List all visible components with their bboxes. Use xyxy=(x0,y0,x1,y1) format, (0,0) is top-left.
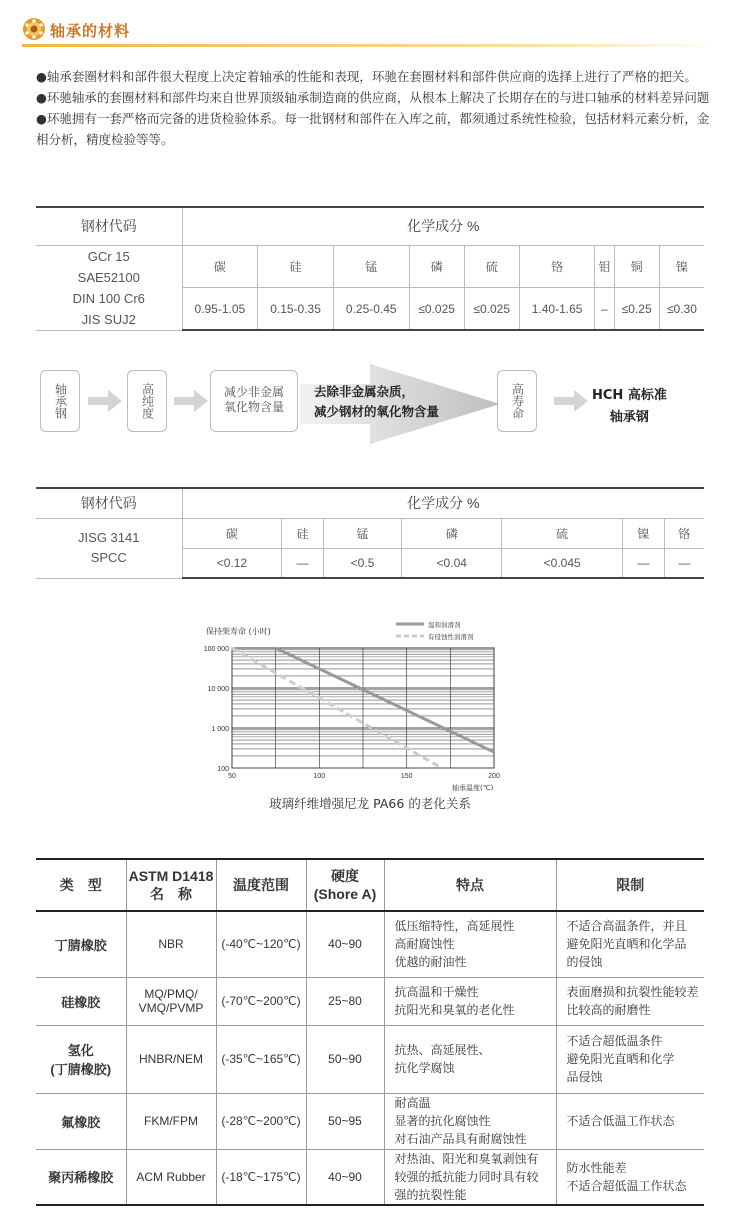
features-line: 对热油、阳光和臭氧剥蚀有 xyxy=(394,1151,539,1166)
features-line: 高耐腐蚀性 xyxy=(394,937,455,952)
x-axis-label: 轴承温度(℃) xyxy=(452,784,494,792)
features xyxy=(384,977,556,1025)
element-value: — xyxy=(623,548,664,578)
astm-name xyxy=(126,977,216,1025)
features-line: 优越的耐油性 xyxy=(394,955,467,970)
temp-range-line: (-18℃~175℃) xyxy=(221,1169,301,1184)
rubber-type xyxy=(36,1093,126,1149)
astm-name-line: FKM/FPM xyxy=(144,1114,198,1128)
composition-header: 化学成分 % xyxy=(182,207,704,245)
temp-range-line: (-70℃~200℃) xyxy=(221,994,301,1008)
astm-name-line: VMQ/PVMP xyxy=(138,1001,204,1015)
flow-step-reduce-oxides xyxy=(210,370,298,432)
hardness-line: 50~95 xyxy=(328,1114,362,1128)
limits-line: 避免阳光直晒和化学 xyxy=(566,1052,675,1066)
element-value: <0.045 xyxy=(502,548,623,578)
header-line: 名 称 xyxy=(150,886,192,902)
element-header: 硅 xyxy=(258,245,334,288)
element-value: <0.12 xyxy=(182,548,282,578)
limits-line: 防水性能差 xyxy=(566,1160,627,1175)
steel-codes-cell xyxy=(36,245,182,330)
arrow-right-icon xyxy=(174,390,208,412)
features xyxy=(384,1093,556,1149)
flow-step-label: 轴承钢 xyxy=(53,383,68,419)
element-header: 镍 xyxy=(659,245,704,288)
element-value: <0.04 xyxy=(402,548,502,578)
features-line: 较强的抵抗能力同时具有较 xyxy=(394,1169,539,1184)
limits xyxy=(556,1149,704,1205)
element-value: ≤0.30 xyxy=(659,288,704,331)
flow-step-label: 减少非金属 xyxy=(223,385,284,399)
element-value: ≤0.025 xyxy=(409,288,464,331)
header-line: (Shore A) xyxy=(313,886,377,902)
limits-line: 不适合超低温工作状态 xyxy=(566,1178,687,1193)
x-tick-label: 200 xyxy=(488,773,500,780)
composition-header: 化学成分 % xyxy=(182,488,704,518)
element-header: 硫 xyxy=(464,245,519,288)
temp-range xyxy=(216,977,306,1025)
features-line: 抗化学腐蚀 xyxy=(394,1061,455,1075)
temp-range xyxy=(216,1025,306,1093)
steel-code: JIS SUJ2 xyxy=(81,311,136,327)
y-tick-label: 100 000 xyxy=(203,646,229,653)
col-header-hardness xyxy=(306,859,384,911)
rubber-type xyxy=(36,911,126,977)
rubber-type-line: 氟橡胶 xyxy=(61,1114,101,1130)
element-header: 镍 xyxy=(623,518,664,548)
features xyxy=(384,1149,556,1205)
rubber-type-line: 氢化 xyxy=(67,1043,94,1058)
arrow-right-icon xyxy=(554,390,588,412)
code-header: 钢材代码 xyxy=(36,488,182,518)
temp-range xyxy=(216,1149,306,1205)
bearing-logo-icon xyxy=(22,16,48,42)
rubber-type-line: (丁腈橡胶) xyxy=(50,1062,112,1077)
rubber-type-line: 丁腈橡胶 xyxy=(54,937,107,953)
header-underline xyxy=(22,44,722,47)
element-header: 铜 xyxy=(614,245,659,288)
bearing-steel-composition-table xyxy=(36,206,704,331)
header-line: 硬度 xyxy=(331,868,359,884)
element-header: 磷 xyxy=(402,518,502,548)
flow-result-text: HCH 高标准 xyxy=(592,388,667,403)
y-tick-label: 10 000 xyxy=(207,686,229,693)
features-line: 抗阳光和臭氧的老化性 xyxy=(394,1003,515,1017)
col-header-limits: 限制 xyxy=(556,859,704,911)
flow-result xyxy=(592,385,667,429)
steel-code: GCr 15 xyxy=(87,248,130,264)
flow-step-bearing-steel xyxy=(40,370,80,432)
y-tick-label: 100 xyxy=(217,766,229,773)
limits xyxy=(556,1093,704,1149)
astm-name-line: MQ/PMQ/ xyxy=(144,987,198,1001)
astm-name xyxy=(126,911,216,977)
features-line: 对石油产品具有耐腐蚀性 xyxy=(394,1132,527,1146)
element-header: 硫 xyxy=(502,518,623,548)
limits-line: 的侵蚀 xyxy=(566,955,603,970)
element-header: 锰 xyxy=(333,245,409,288)
astm-name-line: ACM Rubber xyxy=(136,1169,206,1184)
element-value: <0.5 xyxy=(323,548,402,578)
hardness-line: 50~90 xyxy=(328,1052,362,1066)
limits xyxy=(556,1025,704,1093)
rubber-type xyxy=(36,1025,126,1093)
hardness xyxy=(306,911,384,977)
process-flow xyxy=(0,360,740,450)
features xyxy=(384,1025,556,1093)
element-header: 碳 xyxy=(182,518,282,548)
features-line: 低压缩特性，高延展性 xyxy=(394,919,515,934)
flow-step-label: 高纯度 xyxy=(140,383,155,419)
element-header: 钼 xyxy=(595,245,614,288)
element-value: ≤0.025 xyxy=(464,288,519,331)
element-header: 碳 xyxy=(182,245,258,288)
rubber-type xyxy=(36,977,126,1025)
rubber-type-line: 聚丙稀橡胶 xyxy=(48,1170,114,1186)
code-header: 钢材代码 xyxy=(36,207,182,245)
flow-step-label: 氧化物含量 xyxy=(223,400,284,414)
limits-line: 不适合超低温条件 xyxy=(566,1034,663,1048)
rubber-materials-table xyxy=(36,858,704,1206)
temp-range xyxy=(216,1093,306,1149)
y-axis-label: 保持架寿命 (小时) xyxy=(206,627,271,636)
temp-range-line: (-28℃~200℃) xyxy=(221,1114,301,1128)
element-value: 1.40-1.65 xyxy=(519,288,595,331)
header-line: ASTM D1418 xyxy=(128,868,214,884)
intro-paragraph: ●环驰拥有一套严格而完备的进货检验体系。每一批钢材和部件在入库之前，都须通过系统性检验，包括材料元素分析，金相分析，精度检验等等。 xyxy=(36,111,710,147)
limits-line: 避免阳光直晒和化学品 xyxy=(566,937,687,952)
y-tick-label: 1 000 xyxy=(211,726,229,733)
hardness-line: 25~80 xyxy=(328,994,362,1008)
element-value: – xyxy=(595,288,614,331)
temp-range-line: (-40℃~120℃) xyxy=(221,937,301,952)
section-header xyxy=(22,14,722,48)
process-text: 减少钢材的氧化物含量 xyxy=(314,404,440,419)
legend-label: 温和润滑剂 xyxy=(428,621,461,629)
table-row xyxy=(36,1025,704,1093)
hardness-line: 40~90 xyxy=(328,937,362,952)
element-value: — xyxy=(282,548,323,578)
limits-line: 不适合高温条件，并且 xyxy=(566,919,687,934)
col-header-features: 特点 xyxy=(384,859,556,911)
features xyxy=(384,911,556,977)
features-line: 耐高温 xyxy=(394,1096,431,1110)
element-header: 磷 xyxy=(409,245,464,288)
element-header: 锰 xyxy=(323,518,402,548)
table-row xyxy=(36,977,704,1025)
element-value: — xyxy=(664,548,704,578)
astm-name xyxy=(126,1093,216,1149)
steel-code: SAE52100 xyxy=(77,269,140,285)
x-tick-label: 50 xyxy=(228,773,236,780)
hardness xyxy=(306,1149,384,1205)
hardness xyxy=(306,1025,384,1093)
col-header-temp: 温度范围 xyxy=(216,859,306,911)
intro-text xyxy=(36,66,712,150)
spcc-composition-table xyxy=(36,487,704,579)
hardness xyxy=(306,1093,384,1149)
chart-caption: 玻璃纤维增强尼龙 PA66 的老化关系 xyxy=(269,796,471,811)
hardness xyxy=(306,977,384,1025)
astm-name xyxy=(126,1025,216,1093)
limits-line: 表面磨损和抗裂性能较差 xyxy=(566,985,699,999)
table-row xyxy=(36,911,704,977)
astm-name xyxy=(126,1149,216,1205)
features-line: 强的抗裂性能 xyxy=(394,1187,467,1202)
limits-line: 不适合低温工作状态 xyxy=(566,1114,675,1128)
limits-line: 品侵蚀 xyxy=(566,1070,603,1084)
hardness-line: 40~90 xyxy=(328,1169,362,1184)
table-row xyxy=(36,1149,704,1205)
features-line: 显著的抗化腐蚀性 xyxy=(394,1114,491,1128)
temp-range xyxy=(216,911,306,977)
limits xyxy=(556,977,704,1025)
element-value: 0.15-0.35 xyxy=(258,288,334,331)
element-header: 铬 xyxy=(664,518,704,548)
astm-name-line: HNBR/NEM xyxy=(138,1052,203,1066)
col-header-type: 类 型 xyxy=(36,859,126,911)
temp-range-line: (-35℃~165℃) xyxy=(221,1052,301,1066)
process-description xyxy=(314,382,439,422)
steel-code: DIN 100 Cr6 xyxy=(72,290,145,306)
section-title: 轴承的材料 xyxy=(50,22,131,40)
element-value: 0.25-0.45 xyxy=(333,288,409,331)
limits xyxy=(556,911,704,977)
flow-step-label: 高寿命 xyxy=(510,383,525,419)
process-text: 去除非金属杂质， xyxy=(314,384,415,399)
aging-chart xyxy=(196,612,526,812)
flow-step-high-purity xyxy=(127,370,167,432)
table-row xyxy=(36,1093,704,1149)
intro-paragraph: ●环驰轴承的套圈材料和部件均来自世界顶级轴承制造商的供应商，从根本上解决了长期存在的与进口轴承的材料差异问题 xyxy=(36,90,710,105)
element-value: ≤0.25 xyxy=(614,288,659,331)
x-tick-label: 100 xyxy=(313,773,326,780)
col-header-astm xyxy=(126,859,216,911)
features-line: 抗高温和干燥性 xyxy=(394,985,479,999)
rubber-type-line: 硅橡胶 xyxy=(61,994,101,1010)
steel-code: JISG 3141 xyxy=(78,530,140,545)
intro-paragraph: ●轴承套圈材料和部件很大程度上决定着轴承的性能和表现，环驰在套圈材料和部件供应商的选择上进行了严格的把关。 xyxy=(36,69,697,84)
flow-step-long-life xyxy=(497,370,537,432)
legend-label: 有侵蚀性润滑剂 xyxy=(428,633,474,641)
element-header: 铬 xyxy=(519,245,595,288)
element-value: 0.95-1.05 xyxy=(182,288,258,331)
x-tick-label: 150 xyxy=(400,773,413,780)
arrow-right-icon xyxy=(88,390,122,412)
astm-name-line: NBR xyxy=(158,937,184,952)
features-line: 抗热、高延展性、 xyxy=(394,1043,491,1057)
rubber-type xyxy=(36,1149,126,1205)
limits-line: 比较高的耐磨性 xyxy=(566,1003,651,1017)
steel-codes-cell xyxy=(36,518,182,578)
element-header: 硅 xyxy=(282,518,323,548)
flow-result-text: 轴承钢 xyxy=(609,410,649,425)
steel-code: SPCC xyxy=(90,550,127,565)
